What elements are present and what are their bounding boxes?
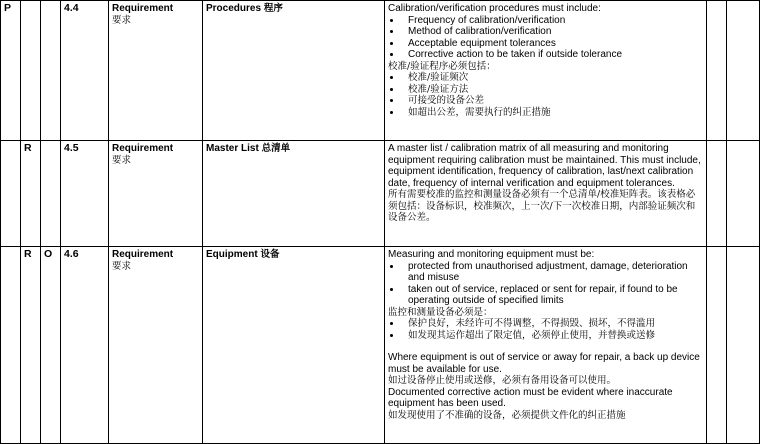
paragraph-en: Where equipment is out of service or away for repair, a back up device must be available for use.	[388, 352, 700, 375]
cell-empty	[727, 141, 760, 247]
cell-flag-o	[41, 1, 61, 141]
cell-flag-o	[41, 141, 61, 247]
clause-number: 4.4	[61, 1, 109, 141]
cell-empty	[707, 1, 727, 141]
list-item: • 校准/验证频次	[402, 72, 703, 84]
cell-empty	[727, 247, 760, 444]
cell-flag-p	[1, 247, 21, 444]
list-item: • protected from unauthorised adjustment, damage, deterioration and misuse	[402, 261, 703, 284]
cell-empty	[707, 247, 727, 444]
title-en: Equipment	[206, 249, 258, 260]
cell-flag-r	[21, 1, 41, 141]
table-row	[1, 247, 760, 444]
cell-flag-o: O	[41, 247, 61, 444]
list-item: • Frequency of calibration/verification	[402, 15, 703, 27]
bullet-list-zh	[388, 72, 703, 118]
title-en: Master List	[206, 143, 259, 154]
cell-empty	[727, 1, 760, 141]
title-zh: 总清单	[261, 143, 291, 154]
intro-en: Calibration/verification procedures must include:	[388, 3, 601, 14]
title-en: Procedures	[206, 3, 262, 14]
clause-title	[203, 141, 385, 247]
list-item: • Acceptable equipment tolerances	[402, 38, 703, 50]
intro-en: Measuring and monitoring equipment must be:	[388, 249, 595, 260]
clause-text	[385, 247, 707, 444]
list-item: • 可接受的设备公差	[402, 95, 703, 107]
bullet-list-en	[388, 261, 703, 307]
paragraph-en: Documented corrective action must be evident where inaccurate equipment has been used.	[388, 386, 673, 409]
type-zh: 要求	[112, 154, 132, 166]
paragraph-zh: 如发现使用了不准确的设备，必须提供文件化的纠正措施	[388, 409, 626, 421]
intro-zh: 校准/验证程序必须包括：	[388, 60, 496, 72]
clause-number: 4.6	[61, 247, 109, 444]
intro-zh: 监控和测量设备必须是：	[388, 306, 493, 318]
bullet-list-en	[388, 15, 703, 61]
table-row	[1, 141, 760, 247]
list-item: • Corrective action to be taken if outside tolerance	[402, 49, 703, 61]
cell-flag-r: R	[21, 247, 41, 444]
cell-empty	[707, 141, 727, 247]
paragraph-zh: 如过设备停止使用或送修，必须有备用设备可以使用。	[388, 375, 617, 386]
clause-title	[203, 1, 385, 141]
clause-title	[203, 247, 385, 444]
type-zh: 要求	[112, 260, 132, 272]
type-zh: 要求	[112, 14, 132, 26]
table-row	[1, 1, 760, 141]
list-item: • Method of calibration/verification	[402, 26, 703, 38]
type-en: Requirement	[112, 3, 174, 14]
list-item: • 如发现其运作超出了限定值，必须停止使用，并替换或送修	[402, 330, 703, 342]
title-zh: 程序	[263, 3, 283, 14]
clause-number: 4.5	[61, 141, 109, 247]
list-item: • taken out of service, replaced or sent for repair, if found to be operating outside of specified limits	[402, 284, 703, 307]
type-en: Requirement	[112, 143, 174, 154]
clause-type	[109, 141, 203, 247]
list-item: • 校准/验证方法	[402, 84, 703, 96]
type-en: Requirement	[112, 249, 174, 260]
bullet-list-zh	[388, 318, 703, 341]
clause-text	[385, 1, 707, 141]
clause-type	[109, 1, 203, 141]
cell-flag-p: P	[1, 1, 21, 141]
clause-text	[385, 141, 707, 247]
spacer	[388, 341, 703, 352]
paragraph-zh: 所有需要校准的监控和测量设备必须有一个总清单/校准矩阵表。该表格必须包括：设备标识，校准频次，上一次/下一次校准日期，内部验证频次和设备公差。	[388, 189, 696, 223]
title-zh: 设备	[260, 249, 280, 260]
cell-flag-r: R	[21, 141, 41, 247]
clause-type	[109, 247, 203, 444]
list-item: • 保护良好，未经许可不得调整，不得损毁、损坏，不得滥用	[402, 318, 703, 330]
list-item: • 如超出公差，需要执行的纠正措施	[402, 107, 703, 119]
paragraph-en: A master list / calibration matrix of all measuring and monitoring equipment requiring calibration must be maintained. This must include, equipment identification, frequency of calibration, last/next calibration date, frequency of internal verification and equipment tolerances.	[388, 143, 701, 189]
cell-flag-p	[1, 141, 21, 247]
